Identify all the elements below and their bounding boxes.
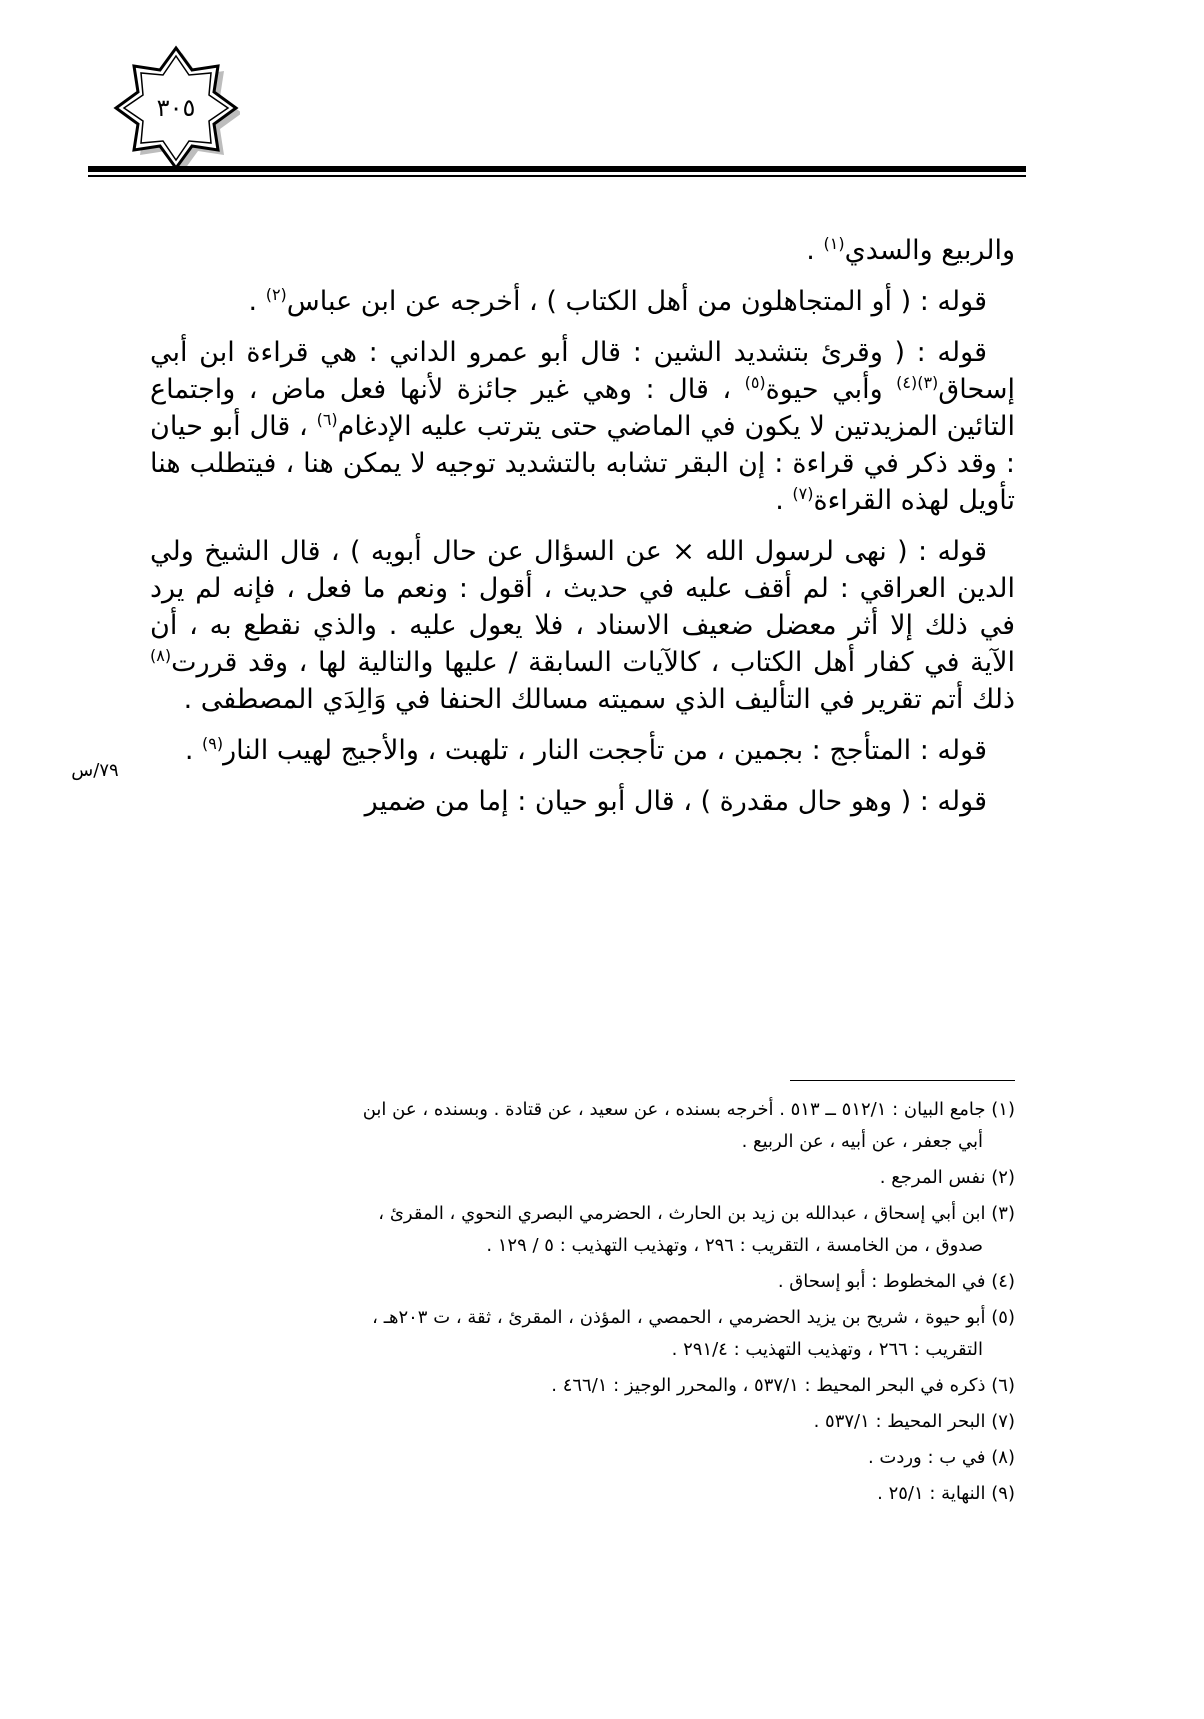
- main-text: [150, 232, 1015, 834]
- page-number: ٣٠٥: [156, 94, 196, 122]
- footnote-ref: (٢): [265, 285, 287, 304]
- header-rule-thick: [88, 166, 1026, 172]
- paragraph-1: والربيع والسدي$^{(١)}$ .: [806, 234, 1015, 266]
- footnote-7: (٧) البحر المحيط : ٥٣٧/١ .: [813, 1411, 1015, 1432]
- footnote-6: (٦) ذكره في البحر المحيط : ٥٣٧/١ ، والمحرر الوجيز : ٤٦٦/١ .: [551, 1375, 1015, 1396]
- footnote-ref: (٧): [792, 484, 814, 503]
- footnotes: [150, 1094, 1015, 1514]
- footnote-ref: (٩): [202, 734, 224, 753]
- margin-folio-note: ٧٩/س: [71, 760, 119, 781]
- paragraph-5: قوله : المتأجج : بجمين ، من تأججت النار ، تلهبت ، والأجيج لهيب النار$^{(٩)}$ .: [184, 734, 987, 766]
- paragraph-6: قوله : ( وهو حال مقدرة ) ، قال أبو حيان : إما من ضمير: [364, 786, 987, 817]
- footnote-ref: (٨): [150, 646, 172, 665]
- paragraph-3: قوله : ( وقرئ بتشديد الشين : قال أبو عمرو الداني : هي قراءة ابن أبي إسحاق$^{(٣)(٤)}$ وأبي حيوة$^{(٥)}$ ، قال : وهي غير جائزة لأنها فعل ماض ، واجتماع التائين المزيدتين لا يكون في الماضي حتى يترتب عليه الإدغام$^{(٦)}$ ، قال أبو حيان : وقد ذكر في قراءة : إن البقر تشابه بالتشديد توجيه لا يمكن هنا ، فيتطلب هنا تأويل لهذه القراءة$^{(٧)}$ .: [150, 337, 1016, 516]
- footnote-9: (٩) النهاية : ٢٥/١ .: [877, 1483, 1015, 1504]
- footnote-1: (١) جامع البيان : ٥١٢/١ ــ ٥١٣ . أخرجه بسنده ، عن سعيد ، عن قتادة . وبسنده ، عن ابن أبي جعفر ، عن أبيه ، عن الربيع .: [362, 1099, 1015, 1152]
- footnote-5: (٥) أبو حيوة ، شريح بن يزيد الحضرمي ، الحمصي ، المؤذن ، المقرئ ، ثقة ، ت ٢٠٣هـ ، التقريب : ٢٦٦ ، وتهذيب التهذيب : ٢٩١/٤ .: [372, 1307, 1015, 1360]
- footnote-4: (٤) في المخطوط : أبو إسحاق .: [777, 1271, 1015, 1292]
- footnote-2: (٢) نفس المرجع .: [879, 1167, 1015, 1188]
- paragraph-2: قوله : ( أو المتجاهلون من أهل الكتاب ) ، أخرجه عن ابن عباس$^{(٢)}$ .: [248, 285, 987, 317]
- header-rule-thin: [88, 175, 1026, 177]
- footnote-3: (٣) ابن أبي إسحاق ، عبدالله بن زيد بن الحارث ، الحضرمي البصري النحوي ، المقرئ ، صدوق ، من الخامسة ، التقريب : ٢٩٦ ، وتهذيب التهذيب : ٥ / ١٢٩ .: [378, 1203, 1015, 1256]
- footnote-8: (٨) في ب : وردت .: [867, 1447, 1015, 1468]
- footnote-ref: (٦): [316, 410, 338, 429]
- footnote-ref: (٣)(٤): [896, 373, 939, 392]
- footnote-ref: (٥): [744, 373, 766, 392]
- footnote-ref: (١): [823, 234, 845, 253]
- paragraph-4: قوله : ( نهى لرسول الله × عن السؤال عن حال أبويه ) ، قال الشيخ ولي الدين العراقي : لم أقف عليه في حديث ، أقول : ونعم ما فعل ، فإنه لم يرد في ذلك إلا أثر معضل ضعيف الاسناد ، فلا يعول عليه . والذي نقطع به ، أن الآية في كفار أهل الكتاب ، كالآيات السابقة / عليها والتالية لها ، وقد قررت$^{(٨)}$ ذلك أتم تقرير في التأليف الذي سميته مسالك الحنفا في وَالِدَي المصطفى .: [150, 536, 1015, 715]
- footnote-separator: [790, 1080, 1015, 1081]
